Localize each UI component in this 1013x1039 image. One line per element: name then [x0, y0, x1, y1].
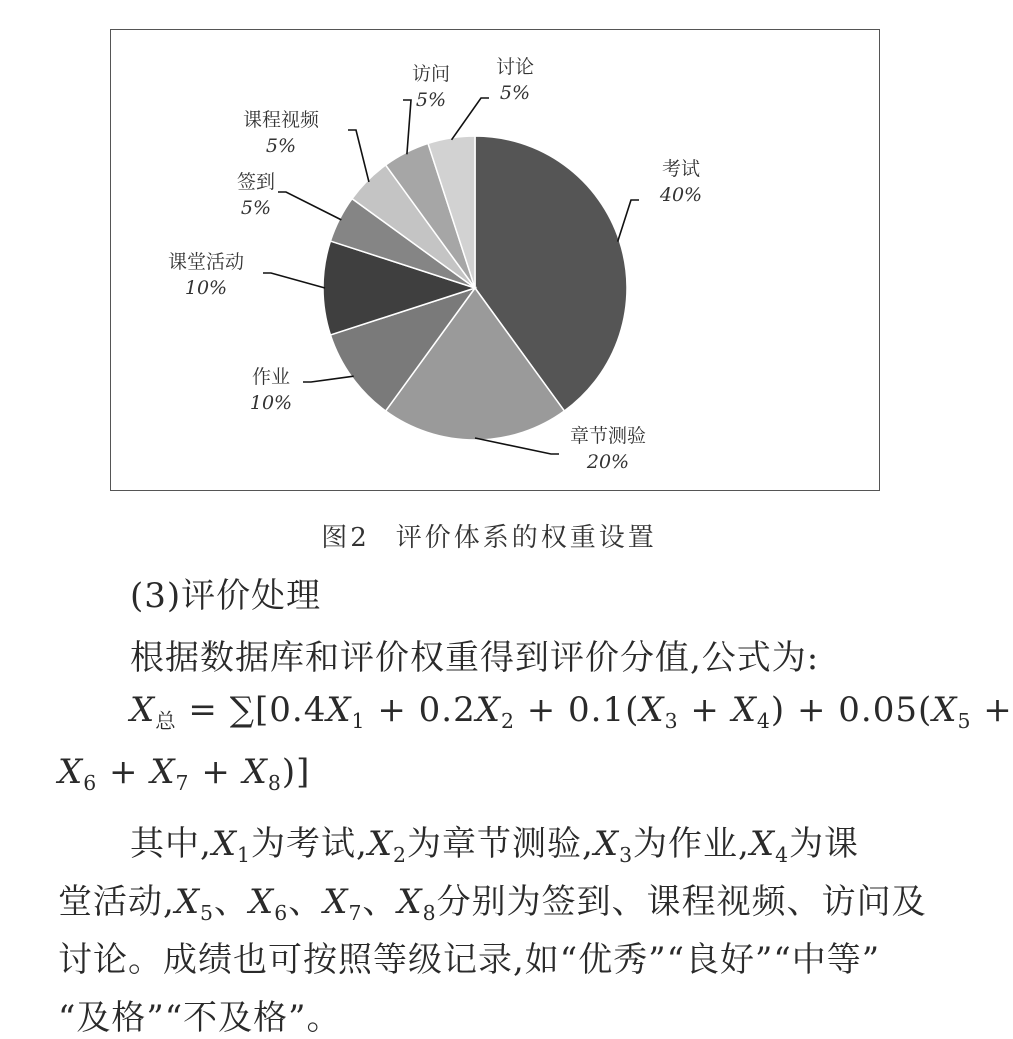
slice-label-6: 访问 [411, 63, 451, 85]
leader-line-5 [348, 130, 369, 182]
leader-line-1 [475, 438, 559, 454]
slice-label-3: 课堂活动 [167, 251, 245, 273]
slice-label-1: 章节测验 [569, 425, 647, 447]
formula-line-1: $X_总 = \sum[0.4X_1 + 0.2X_2 + 0.1(X_3 + X_4) + 0.05(X_5$ + [130, 690, 1013, 734]
slice-percent-4: 5% [240, 197, 272, 219]
slice-percent-5: 5% [265, 135, 297, 157]
figure-number: 图2 [321, 523, 370, 553]
figure-caption [0, 517, 978, 554]
figure-frame [110, 29, 880, 491]
slice-label-4: 签到 [236, 171, 276, 193]
leader-line-0 [618, 200, 639, 242]
slice-label-5: 课程视频 [242, 109, 320, 131]
slice-percent-2: 10% [249, 392, 293, 414]
paragraph-2-line-1: 其中$,X_1$为考试$,X_2$为章节测验$,X_3$为作业$,X_4$为课 [130, 824, 860, 868]
slice-percent-6: 5% [415, 89, 447, 111]
leader-line-4 [278, 192, 341, 220]
slice-label-2: 作业 [251, 366, 291, 388]
paragraph-1: 根据数据库和评价权重得到评价分值,公式为: [130, 638, 820, 678]
leader-line-6 [403, 100, 411, 154]
figure-title: 评价体系的权重设置 [395, 523, 657, 553]
section-heading: (3)评价处理 [130, 576, 322, 616]
slice-percent-1: 20% [586, 451, 630, 473]
paragraph-2-line-2: 堂活动$,X_5$、$X_6$、$X_7$、$X_8$分别为签到、课程视频、访问及 [58, 882, 927, 926]
slice-label-7: 讨论 [495, 56, 535, 78]
pie-chart [111, 30, 881, 492]
formula-line-2: $X_6 + X_7 + X_8$)] [58, 752, 311, 796]
paragraph-2-line-3: 讨论。成绩也可按照等级记录,如“优秀”“良好”“中等” [58, 940, 881, 980]
leader-line-2 [303, 376, 354, 382]
slice-percent-0: 40% [659, 184, 703, 206]
paragraph-2-line-4: “及格”“不及格”。 [58, 998, 342, 1038]
leader-line-7 [452, 98, 489, 140]
slice-percent-3: 10% [184, 277, 228, 299]
slice-label-0: 考试 [661, 158, 701, 180]
slice-percent-7: 5% [499, 82, 531, 104]
leader-line-3 [263, 273, 325, 288]
